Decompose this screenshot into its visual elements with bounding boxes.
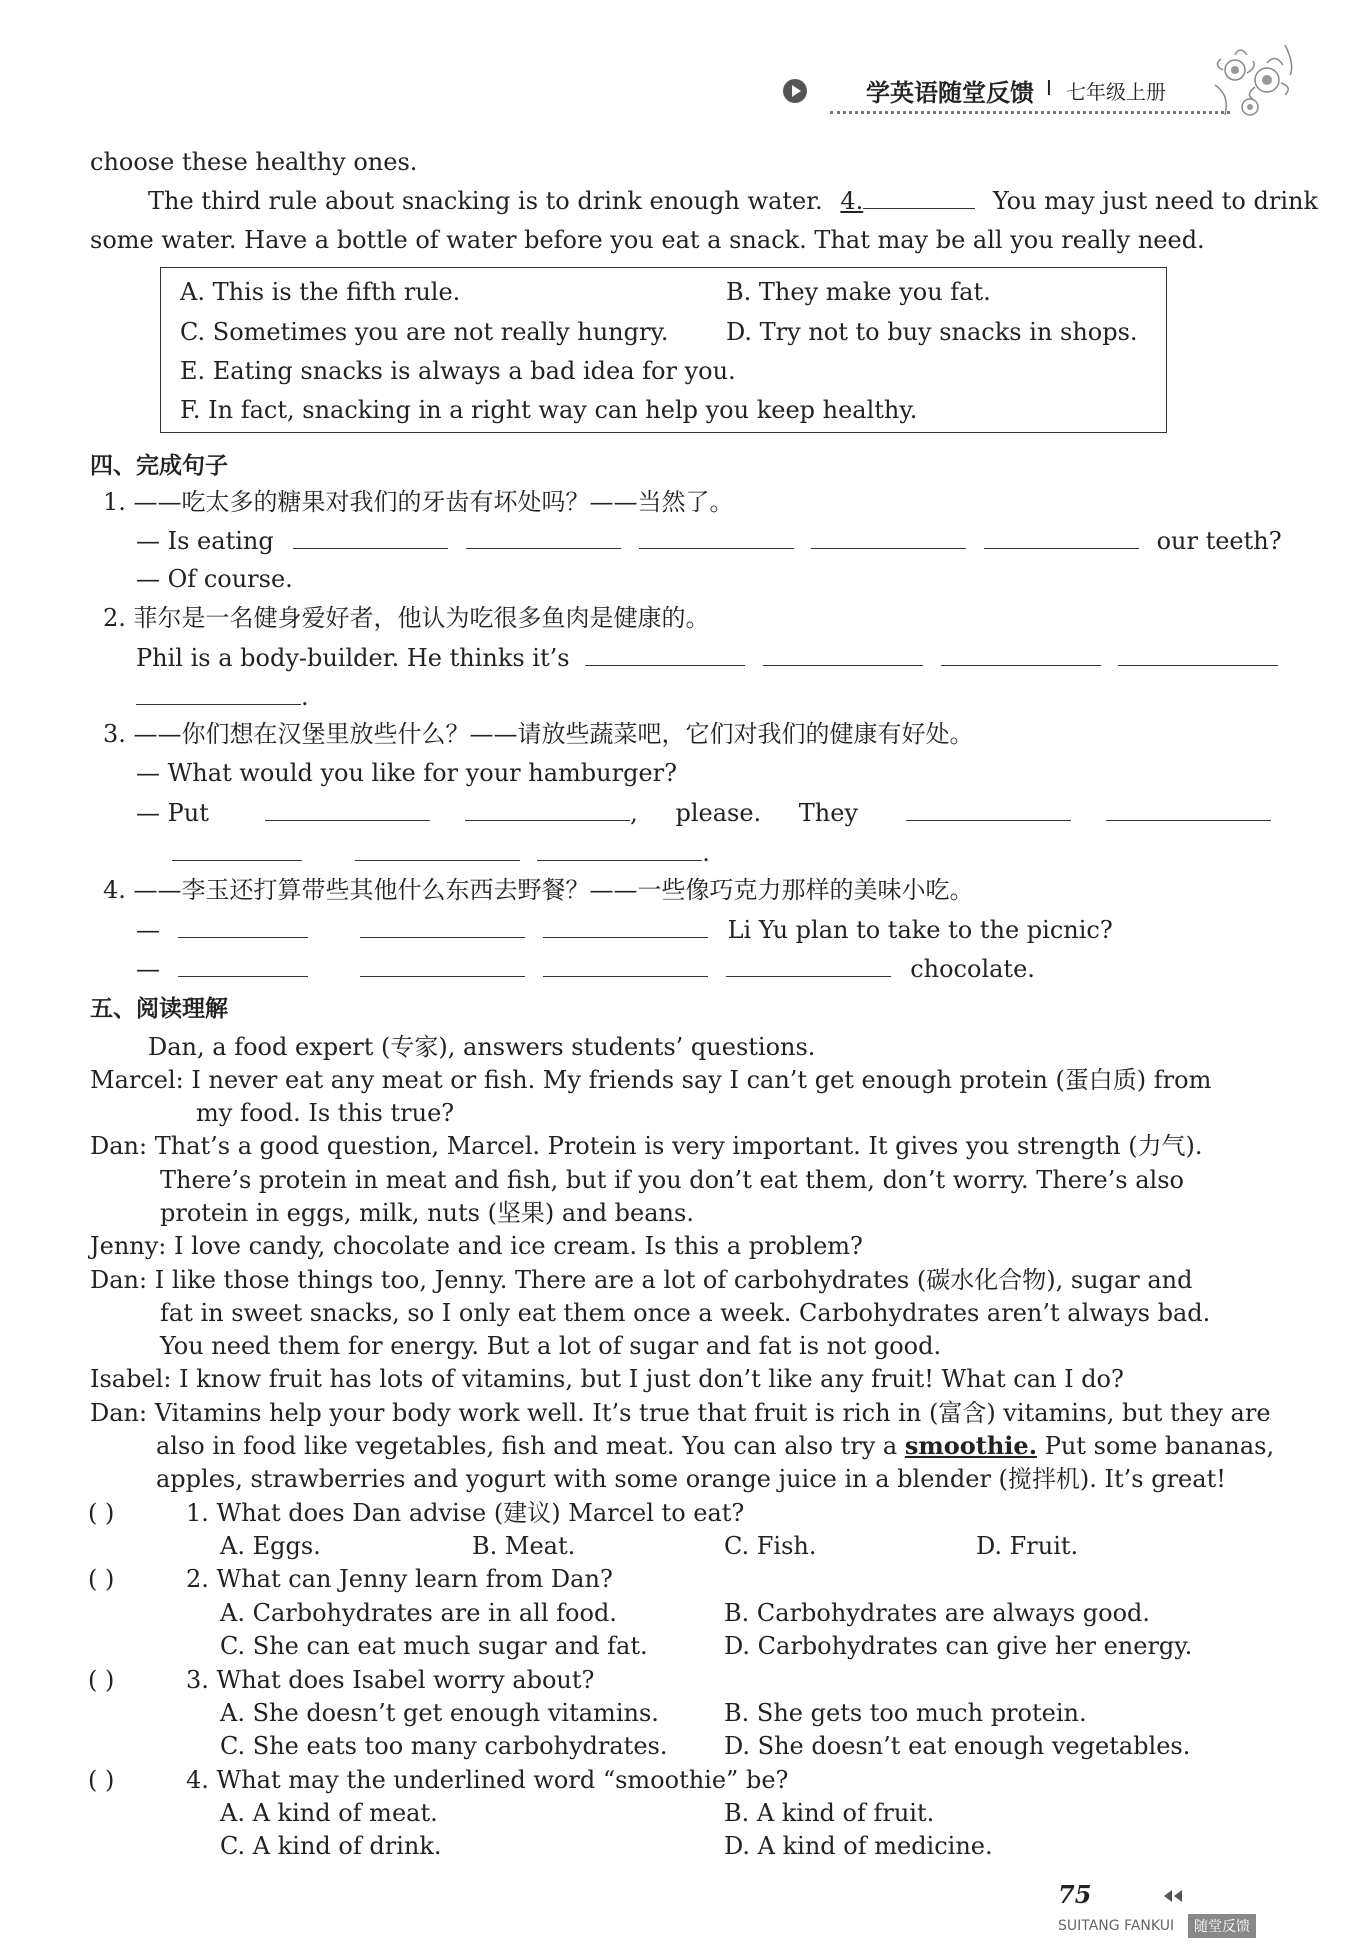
question-stem: 3. What does Isabel worry about? <box>186 1666 595 1694</box>
back-arrows-icon <box>1160 1888 1186 1902</box>
question-english <box>136 641 1278 674</box>
answer-blank[interactable] <box>1118 641 1278 666</box>
passage-text: The third rule about snacking is to drink enough water. <box>148 187 823 215</box>
page-number: 75 <box>1058 1880 1092 1909</box>
dialogue-line: my food. Is this true? <box>196 1099 455 1127</box>
dialogue-line: Isabel: I know fruit has lots of vitamins, but I just don’t like any fruit! What can I do? <box>90 1365 1124 1393</box>
option-f: F. In fact, snacking in a right way can help you keep healthy. <box>180 396 918 424</box>
sentence-text: — Is eating <box>136 527 274 555</box>
choice-b: B. She gets too much protein. <box>724 1699 1087 1727</box>
choice-c: C. She eats too many carbohydrates. <box>220 1732 668 1760</box>
answer-blank[interactable] <box>178 952 308 977</box>
dash: — <box>136 955 160 983</box>
question-english <box>172 836 710 869</box>
section-heading: 五、阅读理解 <box>90 996 228 1022</box>
answer-blank[interactable] <box>726 952 891 977</box>
answer-blank[interactable] <box>136 680 301 705</box>
sentence-text: chocolate. <box>910 955 1035 983</box>
question-english: — Of course. <box>136 565 293 593</box>
answer-blank[interactable] <box>639 524 794 549</box>
dialogue-line: Marcel: I never eat any meat or fish. My friends say I can’t get enough protein (蛋白质) from <box>90 1066 1212 1094</box>
answer-paren[interactable]: ( ) <box>88 1565 115 1593</box>
answer-blank[interactable] <box>172 836 302 861</box>
sentence-text: — Put <box>136 799 209 827</box>
sentence-text: Phil is a body-builder. He thinks it’s <box>136 644 570 672</box>
answer-blank[interactable] <box>466 524 621 549</box>
choice-a: A. She doesn’t get enough vitamins. <box>220 1699 659 1727</box>
answer-blank[interactable] <box>465 796 630 821</box>
dialogue-line <box>156 1430 1274 1462</box>
sentence-text: our teeth? <box>1156 527 1282 555</box>
header-title: 学英语随堂反馈 <box>866 79 1034 107</box>
dash: — <box>136 916 160 944</box>
question-english <box>136 524 1282 557</box>
choice-c: C. She can eat much sugar and fat. <box>220 1632 648 1660</box>
header-dotted-line <box>830 111 1230 114</box>
choice-b: B. A kind of fruit. <box>724 1799 935 1827</box>
header-separator: Ⅰ <box>1046 76 1052 100</box>
answer-blank[interactable] <box>543 913 708 938</box>
question-stem: 4. What may the underlined word “smoothie” be? <box>186 1766 789 1794</box>
answer-paren[interactable]: ( ) <box>88 1666 115 1694</box>
dialogue-line: Dan: I like those things too, Jenny. There are a lot of carbohydrates (碳水化合物), sugar and <box>90 1266 1193 1294</box>
sentence-text: They <box>798 799 859 827</box>
choice-c: C. A kind of drink. <box>220 1832 442 1860</box>
answer-paren[interactable]: ( ) <box>88 1766 115 1794</box>
dialogue-line: Jenny: I love candy, chocolate and ice cream. Is this a problem? <box>90 1232 863 1260</box>
answer-blank[interactable] <box>178 913 308 938</box>
punctuation: , <box>630 799 638 827</box>
sentence-end: . <box>301 683 309 711</box>
play-icon <box>782 78 808 104</box>
blank-number: 4. <box>840 187 864 215</box>
footer-brand-badge: 随堂反馈 <box>1188 1914 1256 1938</box>
answer-blank[interactable] <box>360 913 525 938</box>
choice-b: B. Meat. <box>472 1532 576 1560</box>
question-chinese: 1. ——吃太多的糖果对我们的牙齿有坏处吗？——当然了。 <box>103 488 734 516</box>
option-a: A. This is the fifth rule. <box>180 278 461 306</box>
passage-line: some water. Have a bottle of water before you eat a snack. That may be all you really need. <box>90 226 1205 254</box>
choice-a: A. Carbohydrates are in all food. <box>220 1599 617 1627</box>
answer-blank[interactable] <box>537 836 702 861</box>
choice-c: C. Fish. <box>724 1532 817 1560</box>
sentence-end: . <box>702 839 710 867</box>
question-english: — What would you like for your hamburger? <box>136 759 677 787</box>
question-chinese: 3. ——你们想在汉堡里放些什么？——请放些蔬菜吧，它们对我们的健康有好处。 <box>103 720 974 748</box>
dialogue-text: also in food like vegetables, fish and meat. You can also try a <box>156 1432 898 1460</box>
choice-d: D. She doesn’t eat enough vegetables. <box>724 1732 1191 1760</box>
dialogue-line: fat in sweet snacks, so I only eat them once a week. Carbohydrates aren’t always bad. <box>160 1299 1211 1327</box>
passage-line <box>148 184 1318 217</box>
sentence-text: please. <box>675 799 762 827</box>
option-d: D. Try not to buy snacks in shops. <box>726 318 1138 346</box>
question-english <box>136 913 1113 946</box>
choice-d: D. Fruit. <box>976 1532 1079 1560</box>
answer-blank[interactable] <box>360 952 525 977</box>
answer-blank[interactable] <box>355 836 520 861</box>
answer-blank[interactable] <box>543 952 708 977</box>
question-stem: 1. What does Dan advise (建议) Marcel to eat? <box>186 1499 745 1527</box>
footer-brand: SUITANG FANKUI <box>1058 1918 1175 1934</box>
flower-decoration-icon <box>1195 25 1305 135</box>
answer-paren[interactable]: ( ) <box>88 1499 115 1527</box>
question-english <box>136 680 309 713</box>
passage-text: You may just need to drink <box>992 187 1318 215</box>
choice-b: B. Carbohydrates are always good. <box>724 1599 1151 1627</box>
header-subtitle: 七年级上册 <box>1066 80 1166 104</box>
choice-a: A. A kind of meat. <box>220 1799 438 1827</box>
dialogue-line: Dan: That’s a good question, Marcel. Protein is very important. It gives you strength (力气). <box>90 1132 1203 1160</box>
option-b: B. They make you fat. <box>726 278 991 306</box>
answer-blank[interactable] <box>585 641 745 666</box>
answer-blank[interactable] <box>906 796 1071 821</box>
question-stem: 2. What can Jenny learn from Dan? <box>186 1565 613 1593</box>
answer-blank[interactable] <box>941 641 1101 666</box>
question-english <box>136 796 1271 829</box>
option-e: E. Eating snacks is always a bad idea for you. <box>180 357 736 385</box>
question-english <box>136 952 1035 985</box>
answer-blank[interactable] <box>811 524 966 549</box>
dialogue-line: There’s protein in meat and fish, but if you don’t eat them, don’t worry. There’s also <box>160 1166 1184 1194</box>
dialogue-line: apples, strawberries and yogurt with some orange juice in a blender (搅拌机). It’s great! <box>156 1465 1226 1493</box>
dialogue-text: Put some bananas, <box>1044 1432 1275 1460</box>
option-c: C. Sometimes you are not really hungry. <box>180 318 669 346</box>
passage-line: choose these healthy ones. <box>90 148 418 176</box>
question-chinese: 4. ——李玉还打算带些其他什么东西去野餐？——一些像巧克力那样的美味小吃。 <box>103 876 974 904</box>
answer-blank[interactable] <box>265 796 430 821</box>
passage-intro: Dan, a food expert (专家), answers students’ questions. <box>148 1033 816 1061</box>
answer-blank[interactable] <box>863 184 975 209</box>
answer-blank[interactable] <box>763 641 923 666</box>
answer-blank[interactable] <box>293 524 448 549</box>
choice-a: A. Eggs. <box>220 1532 321 1560</box>
choice-d: D. A kind of medicine. <box>724 1832 993 1860</box>
answer-blank[interactable] <box>984 524 1139 549</box>
section-heading: 四、完成句子 <box>90 453 228 479</box>
choice-d: D. Carbohydrates can give her energy. <box>724 1632 1193 1660</box>
sentence-text: Li Yu plan to take to the picnic? <box>727 916 1113 944</box>
answer-blank[interactable] <box>1106 796 1271 821</box>
dialogue-line: Dan: Vitamins help your body work well. It’s true that fruit is rich in (富含) vitamins, but they are <box>90 1399 1271 1427</box>
question-chinese: 2. 菲尔是一名健身爱好者，他认为吃很多鱼肉是健康的。 <box>103 604 710 632</box>
underlined-word: smoothie. <box>904 1431 1038 1460</box>
dialogue-line: You need them for energy. But a lot of sugar and fat is not good. <box>160 1332 942 1360</box>
dialogue-line: protein in eggs, milk, nuts (坚果) and beans. <box>160 1199 694 1227</box>
